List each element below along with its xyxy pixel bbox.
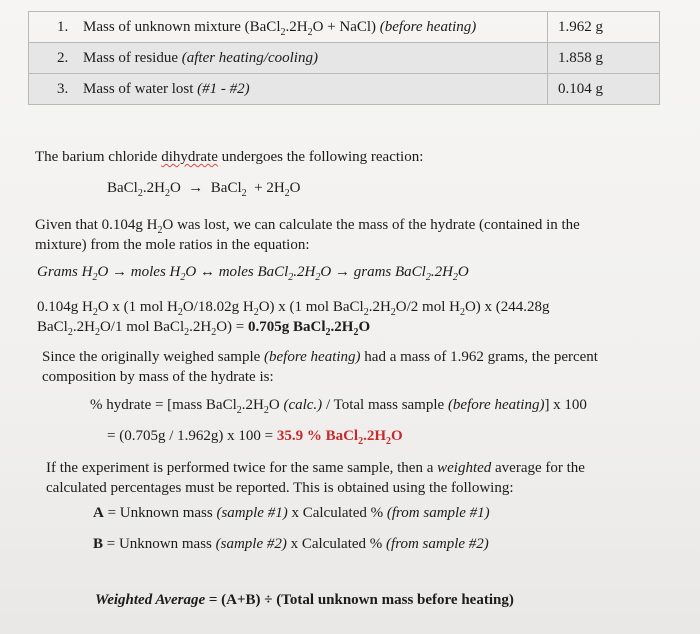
table-cell-label: 1. Mass of unknown mixture ($BaCl_2.2H_2O$ + NaCl) (before heating) [29, 12, 548, 43]
weighted-average-formula: Weighted Average = (A+B) ÷ (Total unknown mass before heating) [95, 592, 514, 608]
definition-a: A = Unknown mass (sample #1) x Calculated % (from sample #1) [93, 505, 490, 521]
table-row [29, 43, 660, 74]
table-row [29, 74, 660, 105]
conversion-pathway: Grams $H_2O$ → moles $H_2O$ ↔ moles $BaCl_2.2H_2O$ → grams $BaCl_2.2H_2O$ [37, 264, 469, 283]
table-row [29, 12, 660, 43]
table-cell-label: 3. Mass of water lost (#1 - #2) [29, 74, 548, 105]
intro-text: The barium chloride dihydrate undergoes the following reaction: [35, 149, 424, 165]
table-cell-label: 2. Mass of residue (after heating/cooling) [29, 43, 548, 74]
reaction-equation: $BaCl_2.2H_2O$ → BaCl$_2$ + $2H_2O$ [107, 180, 301, 199]
table-cell-value: 1.858 g [548, 43, 660, 74]
definition-b: B = Unknown mass (sample #2) x Calculated % (from sample #2) [93, 536, 489, 552]
table-cell-value: 0.104 g [548, 74, 660, 105]
percent-formula: % hydrate = [mass $BaCl_2.2H_2O$ (calc.) / Total mass sample (before heating)] x 100 [90, 397, 587, 416]
mass-data-table [28, 11, 660, 105]
since-paragraph: Since the originally weighed sample (before heating) had a mass of 1.962 grams, the percent composition by mass of the hydrate is: [42, 349, 598, 385]
table-cell-value: 1.962 g [548, 12, 660, 43]
percent-result: = (0.705g / 1.962g) x 100 = 35.9 % $BaCl_2.2H_2O$ [107, 428, 403, 447]
weighted-paragraph: If the experiment is performed twice for the same sample, then a weighted average for the calculated percentages must be reported. This is obtained using the following: [46, 460, 585, 496]
mass-calculation: 0.104g $H_2O$ x (1 mol $H_2O/18.02g$ $H_2O$) x (1 mol $BaCl_2.2H_2O/2$ mol $H_2O$) x (244.28g $BaCl_2.2H_2O/1$ mol $BaCl_2.2H_2O) = 0.705g$ $BaCl_2.2H_2O$ [37, 299, 550, 338]
given-paragraph: Given that 0.104g $H_2O$ was lost, we can calculate the mass of the hydrate (contained in the mixture) from the mole ratios in the equation: [35, 217, 580, 253]
